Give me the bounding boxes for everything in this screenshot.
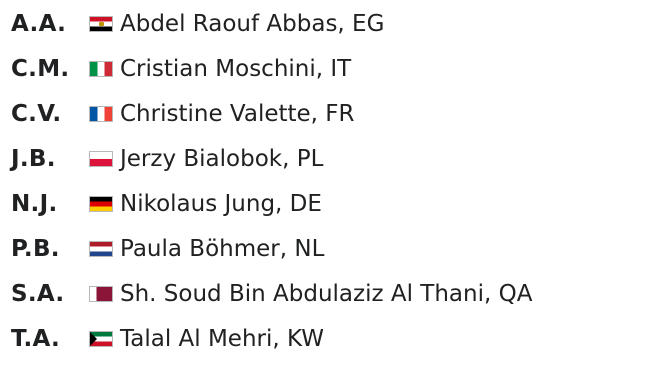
member-abbreviation: S.A.: [11, 280, 65, 307]
member-abbreviation: P.B.: [11, 235, 60, 262]
member-name: Nikolaus Jung, DE: [120, 190, 322, 217]
italy-flag-icon: [89, 61, 113, 77]
member-name: Christine Valette, FR: [120, 100, 355, 127]
list-item: [11, 91, 651, 136]
list-item: [11, 181, 651, 226]
list-item: [11, 1, 651, 46]
list-item: [11, 226, 651, 271]
member-name: Abdel Raouf Abbas, EG: [120, 10, 385, 37]
list-item: [11, 271, 651, 316]
france-flag-icon: [89, 106, 113, 122]
member-name: Talal Al Mehri, KW: [120, 325, 325, 352]
list-item: [11, 46, 651, 91]
member-list: [11, 0, 651, 361]
poland-flag-icon: [89, 151, 113, 167]
member-abbreviation: T.A.: [11, 325, 61, 352]
germany-flag-icon: [89, 196, 113, 212]
list-item: [11, 316, 651, 361]
member-abbreviation: C.V.: [11, 100, 62, 127]
kuwait-flag-icon: [89, 331, 113, 347]
member-name: Sh. Soud Bin Abdulaziz Al Thani, QA: [120, 280, 533, 307]
egypt-flag-icon: [89, 16, 113, 32]
member-name: Paula Böhmer, NL: [120, 235, 325, 262]
member-name: Cristian Moschini, IT: [120, 55, 352, 82]
netherlands-flag-icon: [89, 241, 113, 257]
member-abbreviation: N.J.: [11, 190, 58, 217]
member-name: Jerzy Bialobok, PL: [120, 145, 324, 172]
qatar-flag-icon: [89, 286, 113, 302]
member-abbreviation: A.A.: [11, 10, 67, 37]
list-item: [11, 136, 651, 181]
member-abbreviation: C.M.: [11, 55, 70, 82]
member-abbreviation: J.B.: [11, 145, 56, 172]
